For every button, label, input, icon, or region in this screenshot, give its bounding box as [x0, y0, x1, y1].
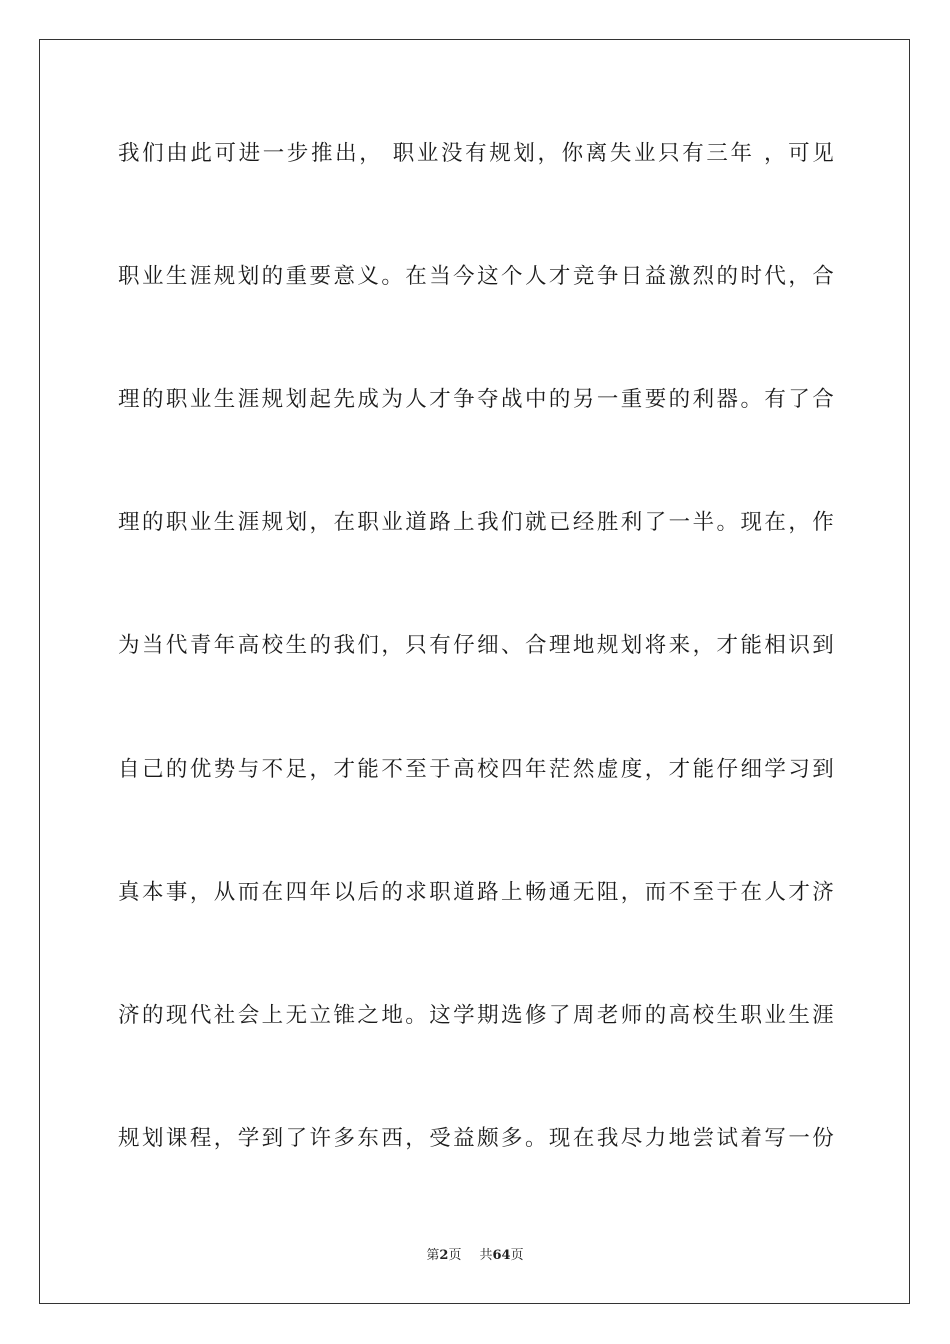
body-text-line: 理的职业生涯规划起先成为人才争夺战中的另一重要的利器。有了合 [118, 387, 834, 412]
body-text-line: 职业生涯规划的重要意义。在当今这个人才竞争日益激烈的时代，合 [118, 264, 834, 289]
body-text-line: 理的职业生涯规划，在职业道路上我们就已经胜利了一半。现在，作 [118, 510, 834, 535]
body-text-line: 真本事，从而在四年以后的求职道路上畅通无阻，而不至于在人才济 [118, 880, 834, 905]
total-pages: 64 [492, 1248, 511, 1263]
body-text-line: 自己的优势与不足，才能不至于高校四年茫然虚度，才能仔细学习到 [118, 757, 834, 782]
total-prefix: 共 [479, 1248, 493, 1263]
body-text-line: 济的现代社会上无立锥之地。这学期选修了周老师的高校生职业生涯 [118, 1003, 834, 1028]
page-border [39, 39, 910, 1304]
body-text-line: 为当代青年高校生的我们，只有仔细、合理地规划将来，才能相识到 [118, 633, 834, 658]
page-prefix: 第 [426, 1248, 440, 1263]
body-text-line: 规划课程，学到了许多东西，受益颇多。现在我尽力地尝试着写一份 [118, 1126, 834, 1151]
page-suffix: 页 [448, 1248, 462, 1263]
body-text-line: 我们由此可进一步推出， 职业没有规划，你离失业只有三年 ，可见 [118, 141, 834, 166]
page-footer [0, 1247, 950, 1265]
page-number: 2 [439, 1248, 449, 1263]
total-suffix: 页 [510, 1248, 524, 1263]
